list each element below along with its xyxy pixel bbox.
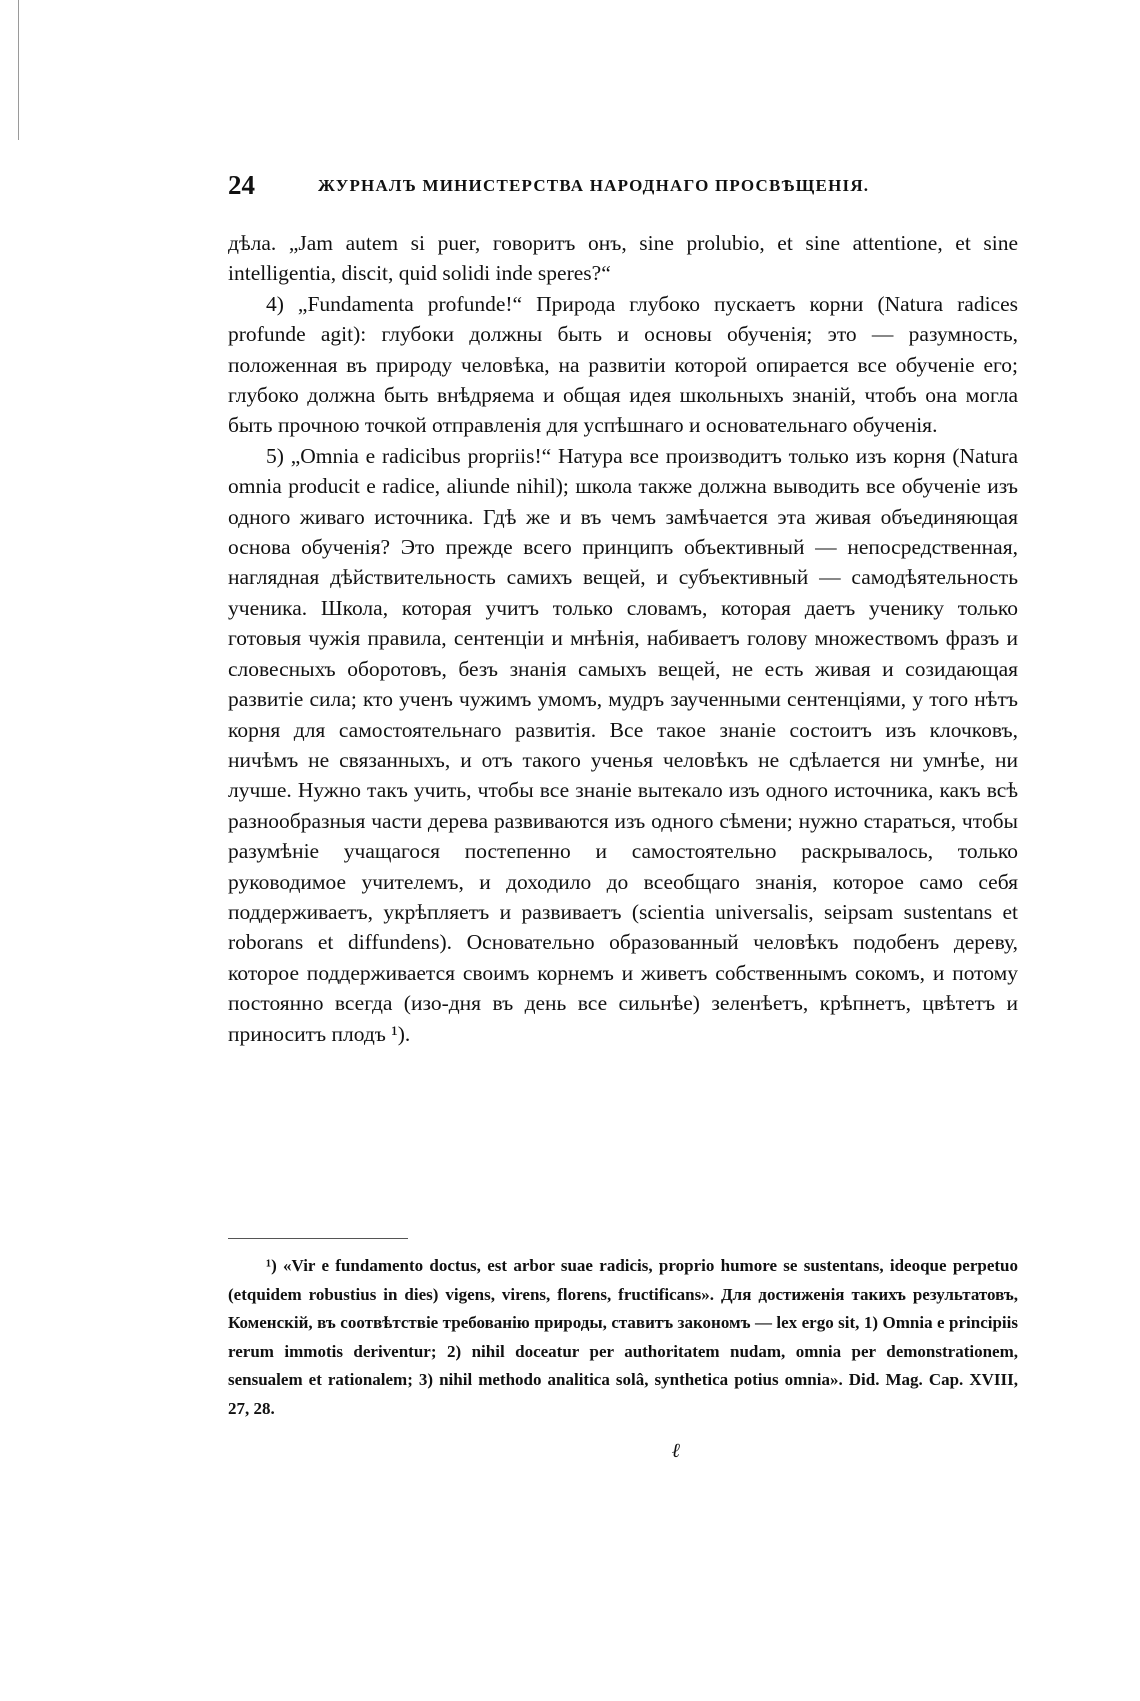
footnote-divider bbox=[228, 1238, 408, 1239]
footnote-text: ¹) «Vir e fundamento doctus, est arbor suae radicis, proprio humore se sustentans, ideoque perpetuo (etquidem robustius in dies) vigens, virens, florens, fructificans». Для достиженія такихъ результатовъ, Коменскій, въ соотвѣтствіе требованію природы, ставитъ закономъ — lex ergo sit, 1) Omnia e principiis rerum immotis deriventur; 2) nihil doceatur per authoritatem nudam, omnia per demonstrationem, sensualem et rationalem; 3) nihil methodo analitica solâ, synthetica potius omnia». Did. Mag. Cap. XVIII, 27, 28. bbox=[228, 1256, 1018, 1418]
scan-edge-line bbox=[18, 0, 19, 140]
running-title: ЖУРНАЛЪ МИНИСТЕРСТВА НАРОДНАГО ПРОСВѢЩЕНІЯ. bbox=[318, 176, 870, 195]
paragraph-omnia-radicibus: 5) „Omnia e radicibus propriis!“ Натура все производитъ только изъ корня (Natura omnia producit e radice, aliunde nihil); школа также должна выводить все обученіе изъ одного живаго источника. Гдѣ же и въ чемъ замѣчается эта живая объединяющая основа обученія? Это прежде всего принципъ объективный — непосредственная, наглядная дѣйствительность самихъ вещей, и субъективный — самодѣятельность ученика. Школа, которая учитъ только словамъ, которая даетъ ученику только готовыя чужія правила, сентенціи и мнѣнія, набиваетъ голову множествомъ фразъ и словесныхъ оборотовъ, безъ знанія самыхъ вещей, не есть живая и созидающая развитіе сила; кто ученъ чужимъ умомъ, мудръ заученными сентенціями, у того нѣтъ корня для самостоятельнаго развитія. Все такое знаніе состоитъ изъ клочковъ, ничѣмъ не связанныхъ, и отъ такого ученья человѣкъ не сдѣлается ни умнѣе, ни лучше. Нужно такъ учить, чтобы все знаніе вытекало изъ одного источника, какъ всѣ разнообразныя части дерева развиваются изъ одного сѣмени; нужно стараться, чтобы разумѣніе учащагося постепенно и самостоятельно раскрывалось, только руководимое учителемъ, и доходило до всеобщаго знанія, которое само себя поддерживаетъ, укрѣпляетъ и развиваетъ (scientia universalis, seipsam sustentans et roborans et diffundens). Основательно образованный человѣкъ подобенъ дереву, которое поддерживается своимъ корнемъ и живетъ собственнымъ сокомъ, и потому постоянно всегда (изо-дня въ день все сильнѣе) зеленѣетъ, крѣпнетъ, цвѣтетъ и приноситъ плодъ ¹). bbox=[228, 443, 1018, 1046]
page-number: 24 bbox=[228, 170, 255, 200]
footnote bbox=[228, 1252, 1018, 1424]
main-text bbox=[228, 228, 1018, 1049]
stray-ink-mark: ℓ bbox=[672, 1440, 681, 1462]
paragraph-fundamenta: 4) „Fundamenta profunde!“ Природа глубоко пускаетъ корни (Natura radices profunde agit): глубоки должны быть и основы обученія; это — разумность, положенная въ природу человѣка, на развитіи которой опирается все обученіе его; глубоко должна быть внѣдряема и общая идея школьныхъ знаній, чтобъ она могла быть прочною точкой отправленія для успѣшнаго и основательнаго обученія. bbox=[228, 291, 1018, 438]
paragraph-continuation: дѣла. „Jam autem si puer, говоритъ онъ, sine prolubio, et sine attentione, et sine intelligentia, discit, quid solidi inde speres?“ bbox=[228, 231, 1018, 286]
page-header bbox=[228, 170, 1018, 210]
